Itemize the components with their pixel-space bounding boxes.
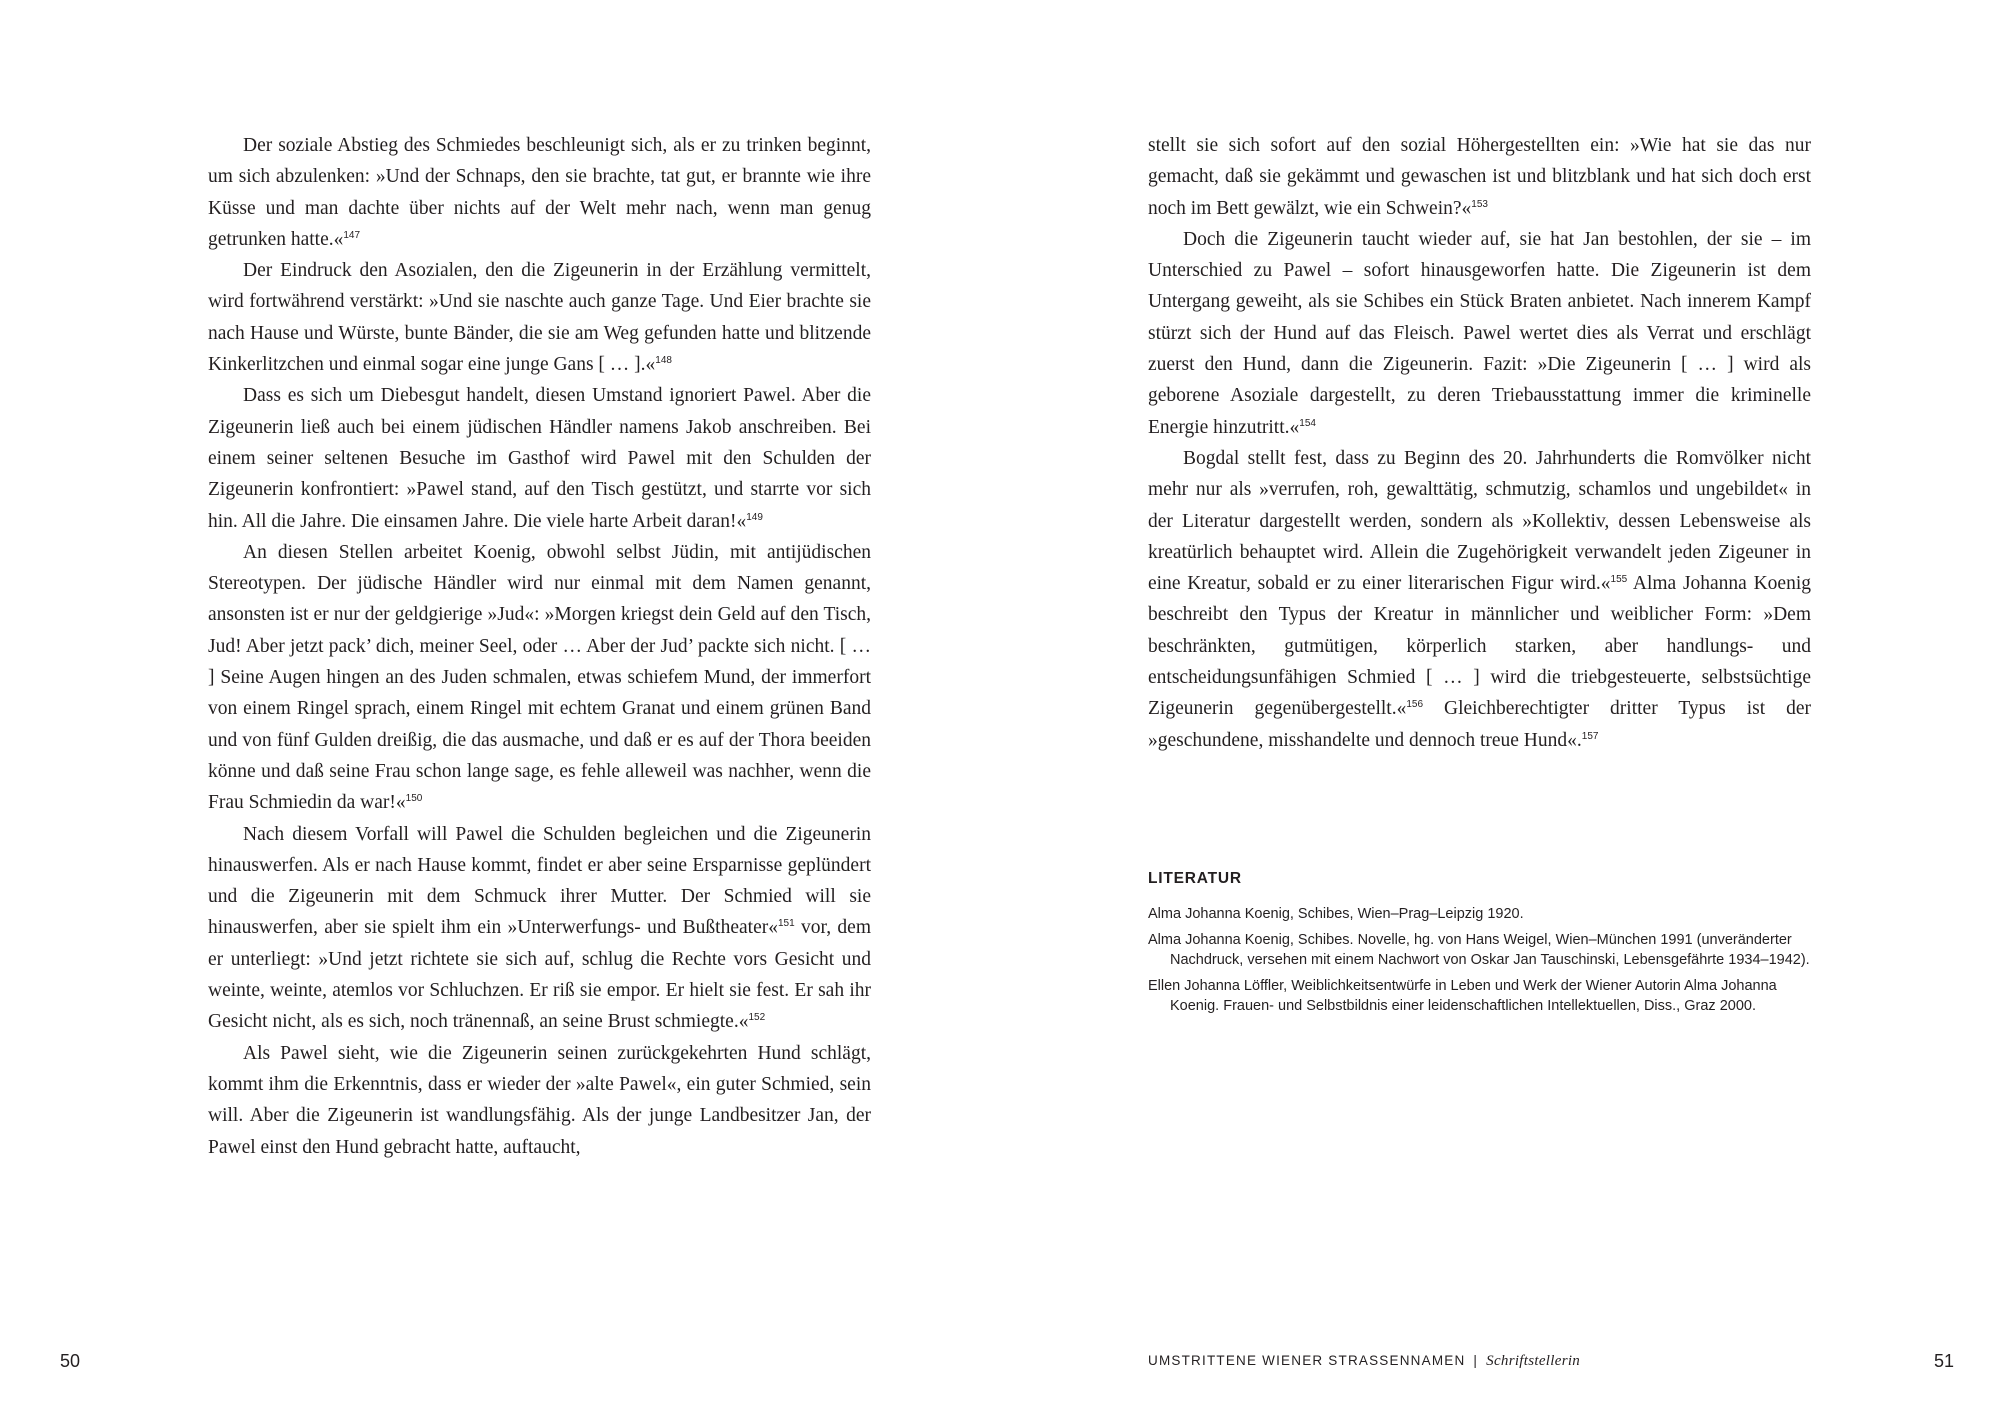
footnote-ref[interactable]: 155 (1610, 574, 1628, 586)
paragraph (208, 380, 871, 536)
paragraph (1148, 443, 1811, 756)
paragraph-text: Dass es sich um Diebesgut handelt, diesen Umstand ignoriert Pawel. Aber die Zigeunerin ließ auch bei einem jüdischen Händler namens Jakob anschreiben. Bei einem seiner seltenen Besuche im Gasthof wird Pawel mit den Schulden der Zigeunerin konfrontiert: »Pawel stand, auf den Tisch gestützt, und starrte vor sich hin. All die Jahre. Die einsamen Jahre. Die viele harte Arbeit daran!« (208, 385, 871, 532)
paragraph (208, 130, 871, 255)
literature-entry: Ellen Johanna Löffler, Weiblichkeitsentwürfe in Leben und Werk der Wiener Autorin Alma Johanna Koenig. Frauen- und Selbstbildnis einer leidenschaftlichen Intellektuellen, Diss., Graz 2000. (1148, 978, 1777, 1014)
paragraph-text: An diesen Stellen arbeitet Koenig, obwohl selbst Jüdin, mit antijüdischen Stereotypen. Der jüdische Händler wird nur einmal mit dem Namen genannt, ansonsten ist er nur der geldgierige »Jud«: »Morgen kriegst dein Geld auf den Tisch, Jud! Aber jetzt pack’ dich, meiner Seel, oder … Aber der Jud’ packte sich nicht. [ … ] Seine Augen hingen an des Juden schmalen, etwas schiefem Mund, der immerfort von einem Ringel sprach, einem Ringel mit echtem Granat und einem grünen Band und von fünf Gulden dreißig, die das ausmache, und daß er es auf der Thora beeiden könne und daß seine Frau schon lange sage, es fehle alleweil was nachher, wenn die Frau Schmiedin da war!« (208, 541, 871, 814)
running-header-title: UMSTRITTENE WIENER STRASSENNAMEN (1148, 1353, 1466, 1368)
left-body-text (208, 130, 871, 1163)
literature-heading: LITERATUR (1148, 870, 1242, 887)
footnote-ref[interactable]: 154 (1299, 417, 1316, 429)
footnote-ref[interactable]: 150 (405, 793, 423, 805)
paragraph-text: Nach diesem Vorfall will Pawel die Schulden begleichen und die Zigeunerin hinauswerfen. Als er nach Hause kommt, findet er aber seine Ersparnisse geplündert und die Zigeunerin mit dem Schmuck ihrer Mutter. Der Schmied will sie hinauswerfen, aber sie spielt ihm ein »Unterwerfungs- und Bußtheater« (208, 823, 871, 939)
footnote-ref[interactable]: 156 (1406, 699, 1424, 711)
paragraph (208, 1038, 871, 1163)
footnote-ref[interactable]: 149 (746, 511, 763, 523)
paragraph-text: Der soziale Abstieg des Schmiedes beschleunigt sich, als er zu trinken beginnt, um sich abzulenken: »Und der Schnaps, den sie brachte, tat gut, er brannte wie ihre Küsse und man dachte über nichts auf der Welt mehr nach, wenn man genug getrunken hatte.« (208, 135, 871, 250)
running-header (1148, 1353, 1580, 1370)
paragraph (1148, 224, 1811, 443)
paragraph-text: Als Pawel sieht, wie die Zigeunerin seinen zurückgekehrten Hund schlägt, kommt ihm die Erkenntnis, dass er wieder der »alte Pawel«, ein guter Schmied, sein will. Aber die Zigeunerin ist wandlungsfähig. Als der junge Landbesitzer Jan, der Pawel einst den Hund gebracht hatte, auftaucht, (208, 1042, 871, 1158)
footnote-ref[interactable]: 153 (1471, 198, 1488, 210)
running-header-separator: | (1473, 1353, 1479, 1368)
footnote-ref[interactable]: 148 (655, 355, 672, 367)
footnote-ref[interactable]: 157 (1581, 730, 1599, 742)
right-body-text (1148, 130, 1811, 756)
paragraph-text: Doch die Zigeunerin taucht wieder auf, sie hat Jan bestohlen, der sie – im Unterschied zu Pawel – sofort hinausgeworfen hatte. Die Zigeunerin ist dem Untergang geweiht, als sie Schibes ein Stück Braten anbietet. Nach innerem Kampf stürzt sich der Hund auf das Fleisch. Pawel wertet dies als Verrat und erschlägt zuerst den Hund, dann die Zigeunerin. Fazit: »Die Zigeunerin [ … ] wird als geborene Asoziale dargestellt, zu deren Triebausstattung immer die kriminelle Energie hinzutritt.« (1148, 228, 1811, 438)
footnote-ref[interactable]: 152 (748, 1012, 766, 1024)
footnote-ref[interactable]: 147 (343, 229, 361, 241)
paragraph-text: vor, dem er unterliegt: »Und jetzt richtete sie sich auf, schlug die Rechte vors Gesicht und weinte, weinte, atemlos vor Schluchzen. Er riß sie empor. Er hielt sie fest. Er sah ihr Gesicht nicht, als es sich, noch tränennaß, an seine Brust schmiegte.« (208, 917, 871, 1033)
page-number: 51 (1933, 1351, 1954, 1371)
literature-entry: Alma Johanna Koenig, Schibes, Wien–Prag–Leipzig 1920. (1148, 906, 1524, 922)
paragraph (208, 819, 871, 1038)
paragraph (208, 537, 871, 819)
paragraph-text: Bogdal stellt fest, dass zu Beginn des 20. Jahrhunderts die Romvölker nicht mehr nur als »verrufen, roh, gewalttätig, schmutzig, schamlos und ungebildet« in der Literatur dargestellt werden, sondern als »Kollektiv, dessen Lebensweise als kreatürlich behauptet wird. Allein die Zugehörigkeit verwandelt jeden Zigeuner in eine Kreatur, sobald er zu einer literarischen Figur wird.« (1148, 447, 1811, 595)
paragraph (1148, 130, 1811, 224)
right-page (1000, 0, 2000, 1424)
literature-entry: Alma Johanna Koenig, Schibes. Novelle, hg. von Hans Weigel, Wien–München 1991 (unveränderter Nachdruck, versehen mit einem Nachwort von Oskar Jan Tauschinski, Lebensgefährte 1934–1942). (1148, 932, 1810, 968)
paragraph-text: Alma Johanna Koenig beschreibt den Typus der Kreatur in männlicher und weiblicher Form: »Dem beschränkten, gutmütigen, körperlich starken, aber handlungs- und entscheidungsunfähigen Schmied [ … ] wird die triebgesteuerte, selbstsüchtige Zigeunerin gegenübergestellt.« (1148, 573, 1811, 720)
paragraph (208, 255, 871, 380)
running-header-section: Schriftstellerin (1486, 1353, 1581, 1369)
footnote-ref[interactable]: 151 (777, 918, 795, 930)
paragraph-text: Der Eindruck den Asozialen, den die Zigeunerin in der Erzählung vermittelt, wird fortwährend verstärkt: »Und sie naschte auch ganze Tage. Und Eier brachte sie nach Hause und Würste, bunte Bänder, die sie am Weg gefunden hatte und blitzende Kinkerlitzchen und einmal sogar eine junge Gans [ … ].« (208, 260, 871, 376)
paragraph-text: stellt sie sich sofort auf den sozial Höhergestellten ein: »Wie hat sie das nur gemacht, daß sie gekämmt und gewaschen ist und blitzblank und hat sich doch erst noch im Bett gewälzt, wie ein Schwein?« (1148, 135, 1811, 219)
paragraph-text: Gleichberechtigter dritter Typus ist der »geschundene, misshandelte und dennoch treue Hund«. (1148, 698, 1811, 751)
literature-section (1148, 870, 1811, 1022)
page-number: 50 (60, 1351, 81, 1371)
